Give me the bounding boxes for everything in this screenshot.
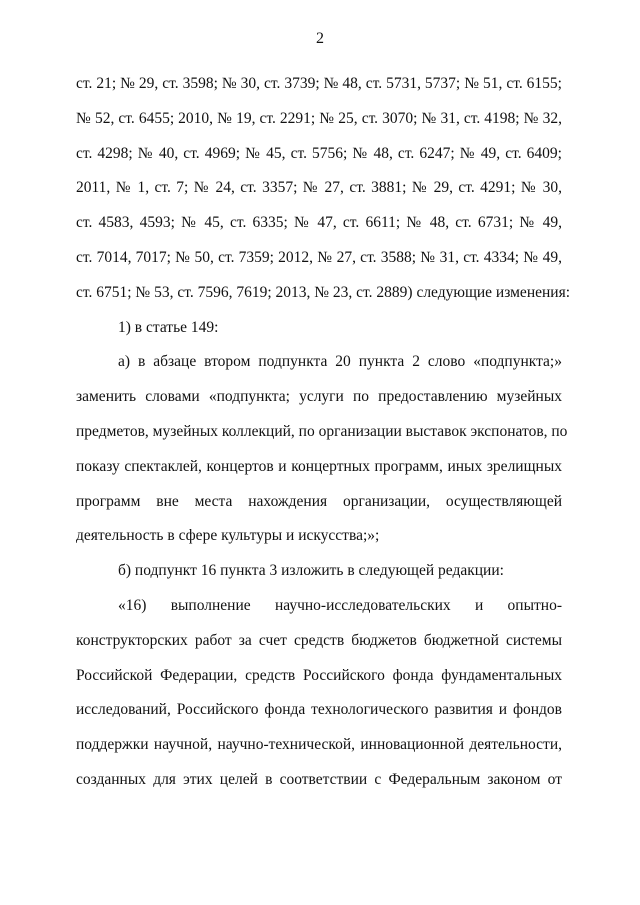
text-line: б) подпункт 16 пункта 3 изложить в следующей редакции: [118, 562, 504, 580]
text-line: заменить словами «подпункта; услуги по предоставлению музейных [76, 388, 562, 406]
text-line: ст. 4583, 4593; № 45, ст. 6335; № 47, ст. 6611; № 48, ст. 6731; № 49, [76, 214, 562, 232]
text-line: ст. 21; № 29, ст. 3598; № 30, ст. 3739; № 48, ст. 5731, 5737; № 51, ст. 6155; [76, 75, 562, 92]
text-line: 2011, № 1, ст. 7; № 24, ст. 3357; № 27, ст. 3881; № 29, ст. 4291; № 30, [76, 179, 562, 197]
text-line: 1) в статье 149: [118, 318, 219, 336]
text-line: ст. 4298; № 40, ст. 4969; № 45, ст. 5756; № 48, ст. 6247; № 49, ст. 6409; [76, 144, 562, 162]
text-line: предметов, музейных коллекций, по организации выставок экспонатов, по [76, 422, 568, 440]
text-line: созданных для этих целей в соответствии с Федеральным законом от [76, 770, 562, 788]
text-line: показу спектаклей, концертов и концертных программ, иных зрелищных [76, 457, 562, 475]
text-line: исследований, Российского фонда технологического развития и фондов [76, 701, 562, 719]
text-line: Российской Федерации, средств Российского фонда фундаментальных [76, 666, 562, 684]
text-line: программ вне места нахождения организации, осуществляющей [76, 492, 562, 510]
text-line: «16) выполнение научно-исследовательских и опытно- [118, 596, 562, 614]
text-line: ст. 6751; № 53, ст. 7596, 7619; 2013, № 23, ст. 2889) следующие изменения: [76, 283, 571, 301]
text-line: поддержки научной, научно-технической, инновационной деятельности, [76, 736, 562, 754]
text-line: конструкторских работ за счет средств бюджетов бюджетной системы [76, 631, 562, 649]
document-body [76, 74, 571, 805]
text-line: а) в абзаце втором подпункта 20 пункта 2 слово «подпункта;» [118, 353, 562, 371]
text-line: деятельность в сфере культуры и искусства;»; [76, 527, 380, 545]
text-line: ст. 7014, 7017; № 50, ст. 7359; 2012, № 27, ст. 3588; № 31, ст. 4334; № 49, [76, 248, 562, 266]
text-line: № 52, ст. 6455; 2010, № 19, ст. 2291; № 25, ст. 3070; № 31, ст. 4198; № 32, [76, 109, 562, 127]
page-number: 2 [316, 30, 324, 47]
